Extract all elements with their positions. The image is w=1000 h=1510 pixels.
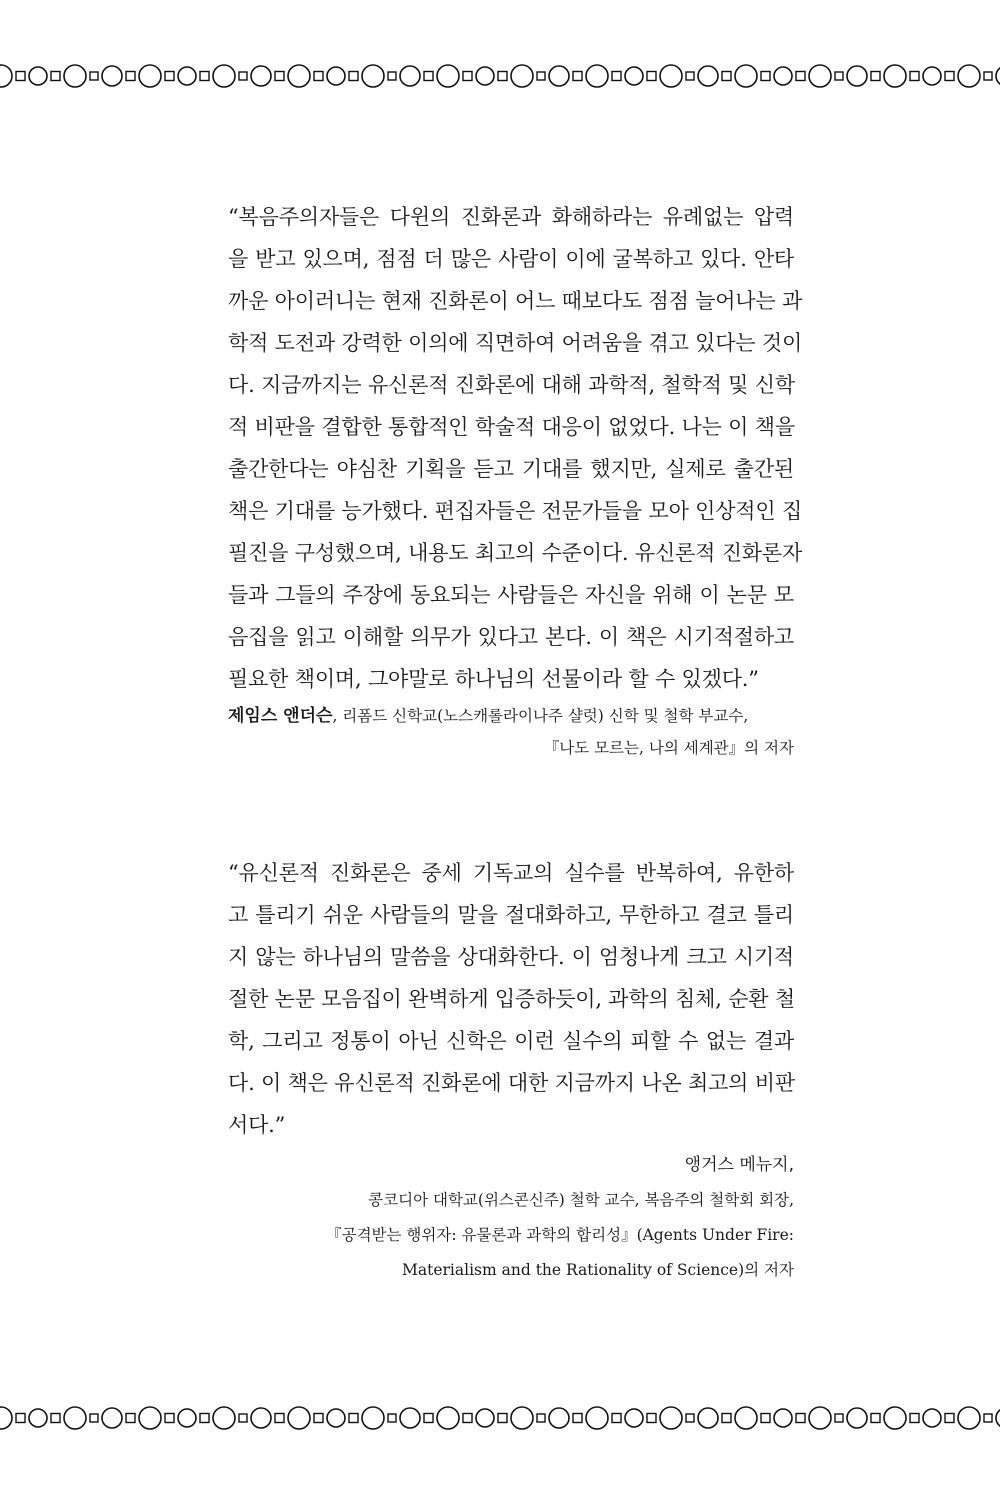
border-ring (213, 65, 235, 87)
border-square (835, 72, 843, 80)
quote-line: 을 받고 있으며, 점점 더 많은 사람이 이에 굴복하고 있다. 안타 (228, 247, 795, 271)
border-square (16, 1414, 25, 1423)
border-ring (660, 65, 682, 87)
border-ring (549, 66, 569, 86)
border-square (165, 72, 174, 81)
border-ring (735, 1407, 757, 1429)
border-square (126, 72, 135, 81)
border-ring (996, 66, 1000, 86)
quote-line: 서다.” (228, 1113, 286, 1137)
attribution-author: 제임스 앤더슨 (228, 706, 333, 726)
border-square (945, 72, 954, 81)
border-square (722, 1414, 731, 1423)
border-square (16, 72, 25, 81)
border-ring (625, 67, 643, 85)
border-square (871, 72, 880, 81)
border-square (722, 72, 731, 81)
attribution-author: 앵거스 메뉴지, (684, 1155, 794, 1175)
border-ring (774, 67, 792, 85)
attribution-2 (228, 1148, 794, 1288)
border-ring (809, 1407, 831, 1429)
border-ring (29, 67, 47, 85)
border-ring (476, 67, 494, 85)
testimonial-quote-2 (228, 852, 794, 1146)
border-ring (809, 65, 831, 87)
border-ring (139, 65, 161, 87)
border-square (275, 1414, 284, 1423)
attribution-book: 『나도 모르는, 나의 세계관』의 저자 (543, 739, 794, 757)
border-square (761, 1414, 770, 1423)
quote-line: “유신론적 진화론은 중세 기독교의 실수를 반복하여, 유한하 (228, 861, 794, 885)
border-ring (327, 67, 345, 85)
border-ring (884, 1407, 906, 1429)
border-square (275, 72, 284, 81)
attribution-role: , 리폼드 신학교(노스캐롤라이나주 샬럿) 신학 및 철학 부교수, (332, 707, 749, 725)
border-ring (698, 1408, 718, 1428)
border-square (314, 72, 323, 81)
attribution-role: 콩코디아 대학교(위스콘신주) 철학 교수, 복음주의 철학회 회장, (368, 1191, 794, 1209)
border-square (647, 72, 656, 81)
border-ring (288, 1407, 310, 1429)
border-ring (996, 1408, 1000, 1428)
quote-line: 필요한 책이며, 그야말로 하나님의 선물이라 할 수 있겠다.” (228, 667, 759, 691)
border-ring (923, 1409, 941, 1427)
border-square (761, 72, 770, 81)
border-square (498, 72, 507, 81)
quote-line: 들과 그들의 주장에 동요되는 사람들은 자신을 위해 이 논문 모 (228, 583, 794, 607)
border-square (537, 1414, 545, 1422)
decorative-border-bottom (0, 1405, 1000, 1431)
quote-line: 절한 논문 모음집이 완벽하게 입증하듯이, 과학의 침체, 순환 철 (228, 987, 795, 1011)
quote-line: 학적 도전과 강력한 이의에 직면하여 어려움을 겪고 있다는 것이 (228, 331, 803, 355)
border-square (647, 1414, 656, 1423)
quote-line: 적 비판을 결합한 통합적인 학술적 대응이 없었다. 나는 이 책을 (228, 415, 795, 439)
border-square (51, 1414, 60, 1423)
border-square (349, 1414, 358, 1423)
border-square (126, 1414, 135, 1423)
border-ring (139, 1407, 161, 1429)
quote-line: 필진을 구성했으며, 내용도 최고의 수준이다. 유신론적 진화론자 (228, 541, 803, 565)
border-ring (362, 65, 384, 87)
attribution-book-line-2: Materialism and the Rationality of Science)의 저자 (402, 1261, 794, 1279)
border-square (835, 1414, 843, 1422)
border-square (573, 72, 582, 81)
border-ring (586, 65, 608, 87)
border-ring (847, 66, 867, 86)
border-square (612, 1414, 621, 1423)
border-ring (362, 1407, 384, 1429)
border-ring (178, 1409, 196, 1427)
border-square (498, 1414, 507, 1423)
border-ring (549, 1408, 569, 1428)
border-ring (958, 1407, 980, 1429)
border-square (463, 72, 472, 81)
border-ring (437, 65, 459, 87)
border-square (90, 72, 98, 80)
border-ring (288, 65, 310, 87)
border-ring (0, 65, 12, 87)
border-square (463, 1414, 472, 1423)
border-square (51, 72, 60, 81)
border-ring (178, 67, 196, 85)
testimonial-quote-1 (228, 196, 803, 700)
quote-line: 까운 아이러니는 현재 진화론이 어느 때보다도 점점 늘어나는 과 (228, 289, 803, 313)
border-square (573, 1414, 582, 1423)
border-ring (327, 1409, 345, 1427)
border-square (424, 72, 433, 81)
border-ring (884, 65, 906, 87)
border-square (349, 72, 358, 81)
attribution-author-row (228, 700, 794, 732)
border-ring (958, 65, 980, 87)
border-ring (698, 66, 718, 86)
border-square (239, 1414, 247, 1422)
border-square (984, 1414, 992, 1422)
border-ring (102, 66, 122, 86)
border-ring (0, 1407, 12, 1429)
border-square (686, 1414, 694, 1422)
border-ring (251, 1408, 271, 1428)
border-square (165, 1414, 174, 1423)
border-ring (213, 1407, 235, 1429)
border-square (424, 1414, 433, 1423)
quote-line: 지 않는 하나님의 말씀을 상대화한다. 이 엄청나게 크고 시기적 (228, 945, 794, 969)
border-ring (64, 65, 86, 87)
border-ring (847, 1408, 867, 1428)
border-square (200, 1414, 209, 1423)
border-ring (774, 1409, 792, 1427)
border-ring (923, 67, 941, 85)
border-ring (735, 65, 757, 87)
border-ring (400, 1408, 420, 1428)
border-square (910, 1414, 919, 1423)
quote-line: 다. 이 책은 유신론적 진화론에 대한 지금까지 나온 최고의 비판 (228, 1071, 795, 1095)
border-square (796, 1414, 805, 1423)
quote-line: 출간한다는 야심찬 기획을 듣고 기대를 했지만, 실제로 출간된 (228, 457, 794, 481)
quote-line: “복음주의자들은 다윈의 진화론과 화해하라는 유례없는 압력 (228, 205, 794, 229)
border-square (945, 1414, 954, 1423)
border-ring (251, 66, 271, 86)
border-ring (511, 1407, 533, 1429)
border-square (239, 72, 247, 80)
border-ring (625, 1409, 643, 1427)
border-square (388, 72, 396, 80)
border-ring (400, 66, 420, 86)
quote-line: 책은 기대를 능가했다. 편집자들은 전문가들을 모아 인상적인 집 (228, 499, 803, 523)
quote-line: 고 틀리기 쉬운 사람들의 말을 절대화하고, 무한하고 결코 틀리 (228, 903, 794, 927)
border-square (686, 72, 694, 80)
border-square (984, 72, 992, 80)
border-ring (660, 1407, 682, 1429)
border-square (910, 72, 919, 81)
border-ring (64, 1407, 86, 1429)
border-square (388, 1414, 396, 1422)
border-square (90, 1414, 98, 1422)
border-square (612, 72, 621, 81)
border-square (796, 72, 805, 81)
quote-line: 학, 그리고 정통이 아닌 신학은 이런 실수의 피할 수 없는 결과 (228, 1029, 794, 1053)
quote-line: 음집을 읽고 이해할 의무가 있다고 본다. 이 책은 시기적절하고 (228, 625, 794, 649)
attribution-1 (228, 700, 794, 764)
border-ring (511, 65, 533, 87)
border-ring (437, 1407, 459, 1429)
border-square (871, 1414, 880, 1423)
decorative-border-top (0, 63, 1000, 89)
border-square (314, 1414, 323, 1423)
border-ring (586, 1407, 608, 1429)
border-ring (29, 1409, 47, 1427)
border-square (200, 72, 209, 81)
border-square (537, 72, 545, 80)
attribution-book-line-1: 『공격받는 행위자: 유물론과 과학의 합리성』(Agents Under Fire: (326, 1226, 794, 1244)
border-ring (476, 1409, 494, 1427)
border-ring (102, 1408, 122, 1428)
quote-line: 다. 지금까지는 유신론적 진화론에 대해 과학적, 철학적 및 신학 (228, 373, 795, 397)
